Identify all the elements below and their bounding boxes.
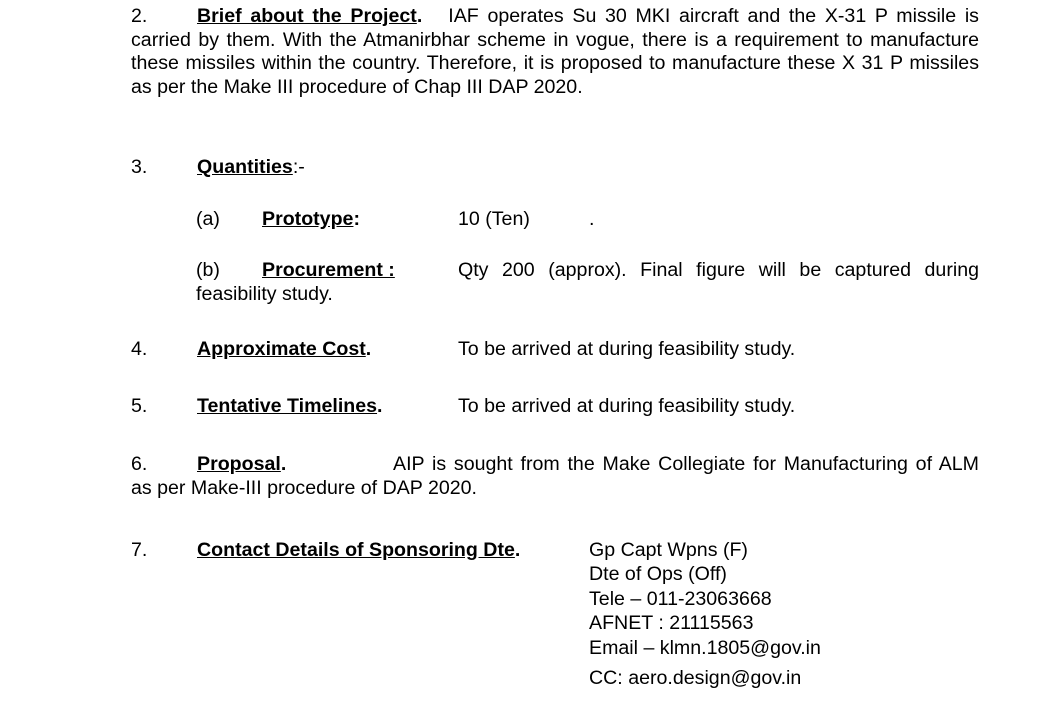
item-a-heading-line: Prototype:: [262, 208, 360, 230]
section-2-number: 2.: [131, 5, 148, 27]
item-b-label: (b): [196, 259, 220, 281]
section-4-number: 4.: [131, 338, 148, 360]
item-a-label: (a): [196, 208, 220, 230]
section-6-text: AIP is sought from the Make Collegiate for Manufacturing of ALM as per Make-III procedure of DAP 2020.: [131, 453, 979, 499]
contact-line-dte: Dte of Ops (Off): [589, 563, 727, 585]
section-3-number: 3.: [131, 156, 148, 178]
section-5-heading: Tentative Timelines: [197, 395, 378, 417]
section-6-heading: Proposal: [197, 453, 281, 475]
item-a-trailing: .: [589, 208, 595, 230]
section-5-heading-line: Tentative Timelines.: [197, 395, 383, 417]
section-2-heading: Brief about the Project: [197, 5, 417, 27]
contact-line-rank: Gp Capt Wpns (F): [589, 539, 748, 561]
section-5-number: 5.: [131, 395, 148, 417]
section-5-text: To be arrived at during feasibility study.: [458, 395, 796, 417]
item-b-text: Qty 200 (approx). Final figure will be captured during feasibility study.: [196, 259, 979, 305]
section-7-heading: Contact Details of Sponsoring Dte: [197, 539, 515, 561]
item-a-value: 10 (Ten): [458, 208, 530, 230]
section-3-heading-line: Quantities:-: [197, 156, 305, 178]
section-2-paragraph: 2. Brief about the Project. IAF operates Su 30 MKI aircraft and the X-31 P missile is carried by them. With the Atmanirbhar scheme in vogue, there is a requirement to manufacture these missiles within the country. Therefore, it is proposed to manufacture these X 31 P missiles as per the Make III procedure of Chap III DAP 2020.: [131, 5, 979, 98]
item-b-heading: Procurement :: [262, 259, 395, 281]
section-4-heading: Approximate Cost: [197, 338, 366, 360]
contact-line-cc: CC: aero.design@gov.in: [589, 667, 802, 689]
contact-line-email: Email – klmn.1805@gov.in: [589, 637, 821, 659]
section-4-text: To be arrived at during feasibility study.: [458, 338, 796, 360]
contact-line-afnet: AFNET : 21115563: [589, 612, 754, 634]
item-a-heading: Prototype: [262, 208, 354, 230]
section-6-heading-line: Proposal.: [197, 453, 287, 475]
section-4-heading-line: Approximate Cost.: [197, 338, 372, 360]
section-2-body: IAF operates Su 30 MKI aircraft and the X-31 P missile is carried by them. With the Atmanirbhar scheme in vogue, there is a requirement to manufacture these missiles within the country. Therefore, it is proposed to manufacture these X 31 P missiles as per the Make III procedure of Chap III DAP 2020.: [131, 5, 979, 98]
contact-line-tele: Tele – 011-23063668: [589, 588, 772, 610]
section-3-heading: Quantities: [197, 156, 293, 178]
section-6-number: 6.: [131, 453, 148, 475]
section-7-heading-line: Contact Details of Sponsoring Dte.: [197, 539, 521, 561]
section-7-number: 7.: [131, 539, 148, 561]
